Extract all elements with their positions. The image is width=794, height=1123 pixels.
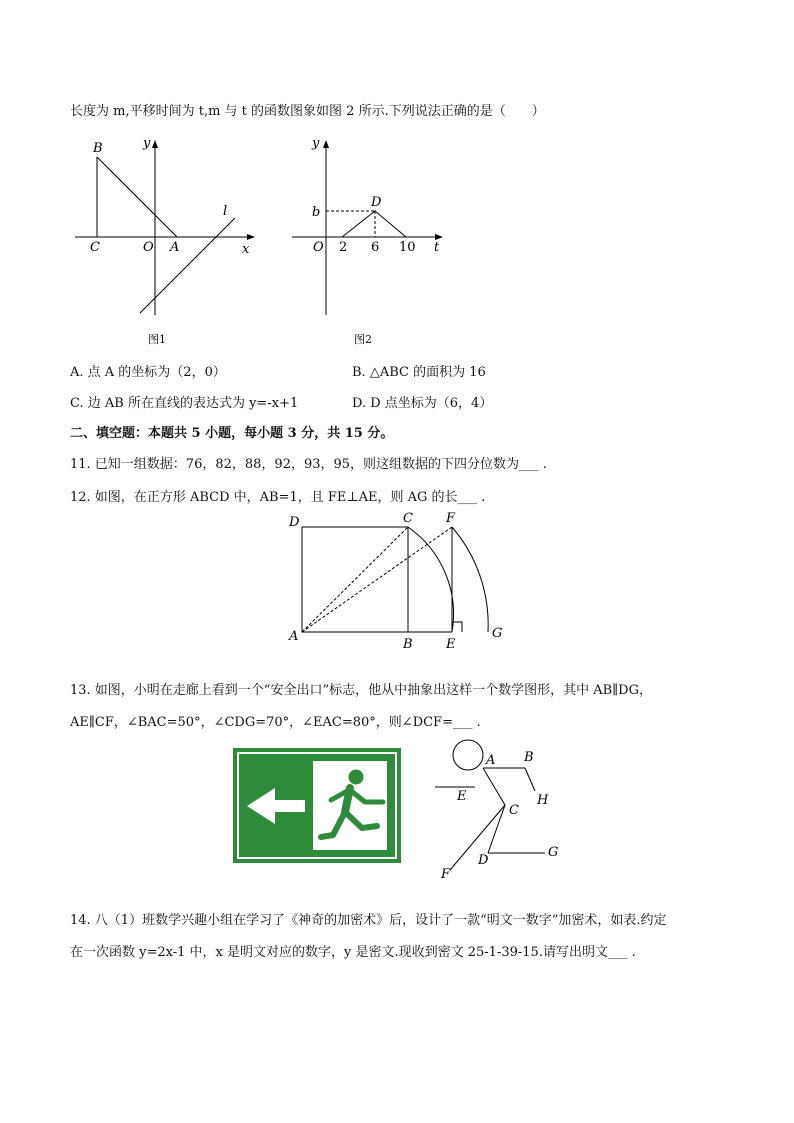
label-c: C xyxy=(509,803,519,818)
q10-figure-1 xyxy=(70,130,260,355)
figure-2-caption: 图2 xyxy=(354,333,372,346)
label-c: C xyxy=(403,511,413,526)
q13-line-2: AE∥CF，∠BAC=50°，∠CDG=70°，∠EAC=80°，则∠DCF=___ . xyxy=(70,715,481,730)
line-l xyxy=(140,218,235,313)
tick-2: 2 xyxy=(339,240,348,255)
label-t: t xyxy=(434,240,440,255)
label-d: D xyxy=(289,515,300,530)
q11-text: 11. 已知一组数据：76，82，88，92，93，95，则这组数据的下四分位数为___ . xyxy=(70,457,547,472)
label-l: l xyxy=(223,204,228,219)
option-c: C. 边 AB 所在直线的表达式为 y=-x+1 xyxy=(70,396,299,411)
label-d: D xyxy=(371,195,382,210)
label-y: y xyxy=(143,136,151,151)
arc-fg xyxy=(452,527,488,632)
q10-figure-2 xyxy=(290,130,450,355)
label-b: B xyxy=(403,637,413,652)
label-b: b xyxy=(312,205,321,220)
label-c: C xyxy=(90,240,100,255)
q10-stem: 长度为 m,平移时间为 t,m 与 t 的函数图象如图 2 所示.下列说法正确的是（ ） xyxy=(70,104,545,119)
label-a: A xyxy=(486,753,496,768)
dashed-ac xyxy=(302,527,408,632)
label-g: G xyxy=(548,845,559,860)
label-o: O xyxy=(313,240,324,255)
segment-ac xyxy=(483,768,505,805)
q12-figure xyxy=(285,510,510,650)
q12-text: 12. 如图，在正方形 ABCD 中，AB=1，且 FE⊥AE，则 AG 的长___ . xyxy=(70,490,486,505)
dashed-af xyxy=(302,527,452,632)
section-2-heading: 二、填空题：本题共 5 小题，每小题 3 分，共 15 分。 xyxy=(70,426,394,441)
label-h: H xyxy=(537,793,549,808)
label-f: F xyxy=(441,867,451,882)
tick-10: 10 xyxy=(399,240,416,255)
tick-6: 6 xyxy=(371,240,380,255)
label-a: A xyxy=(289,629,299,644)
arc-ce xyxy=(408,527,454,632)
exit-sign-image xyxy=(233,748,401,863)
label-a: A xyxy=(170,240,180,255)
label-y: y xyxy=(312,136,320,151)
segment-bh xyxy=(525,768,535,791)
option-b: B. △ABC 的面积为 16 xyxy=(352,365,486,380)
q13-figure xyxy=(430,735,570,885)
q14-line-2: 在一次函数 y=2x-1 中，x 是明文对应的数字，y 是密文.现收到密文 25-1-39-15.请写出明文___ . xyxy=(70,945,636,960)
q14-line-1: 14. 八（1）班数学兴趣小组在学习了《神奇的加密术》后，设计了一款“明文一数字”加密术，如表.约定 xyxy=(70,913,667,928)
label-g: G xyxy=(492,626,503,641)
label-e: E xyxy=(446,637,456,652)
option-d: D. D 点坐标为（6，4） xyxy=(352,396,493,411)
label-b: B xyxy=(524,750,534,765)
segment-cd xyxy=(488,805,505,853)
segment-ba xyxy=(97,157,177,237)
label-f: F xyxy=(446,511,456,526)
figure-1-caption: 图1 xyxy=(148,333,166,346)
label-o: O xyxy=(143,240,154,255)
graph-m-t xyxy=(342,211,406,237)
q13-line-1: 13. 如图，小明在走廊上看到一个“安全出口”标志，他从中抽象出这样一个数学图形，其中 AB∥DG， xyxy=(70,683,652,698)
label-x: x xyxy=(242,242,250,257)
option-a: A. 点 A 的坐标为（2，0） xyxy=(70,365,226,380)
head-circle xyxy=(453,740,483,770)
label-d: D xyxy=(478,853,489,868)
label-b: B xyxy=(93,141,103,156)
label-e: E xyxy=(457,789,467,804)
